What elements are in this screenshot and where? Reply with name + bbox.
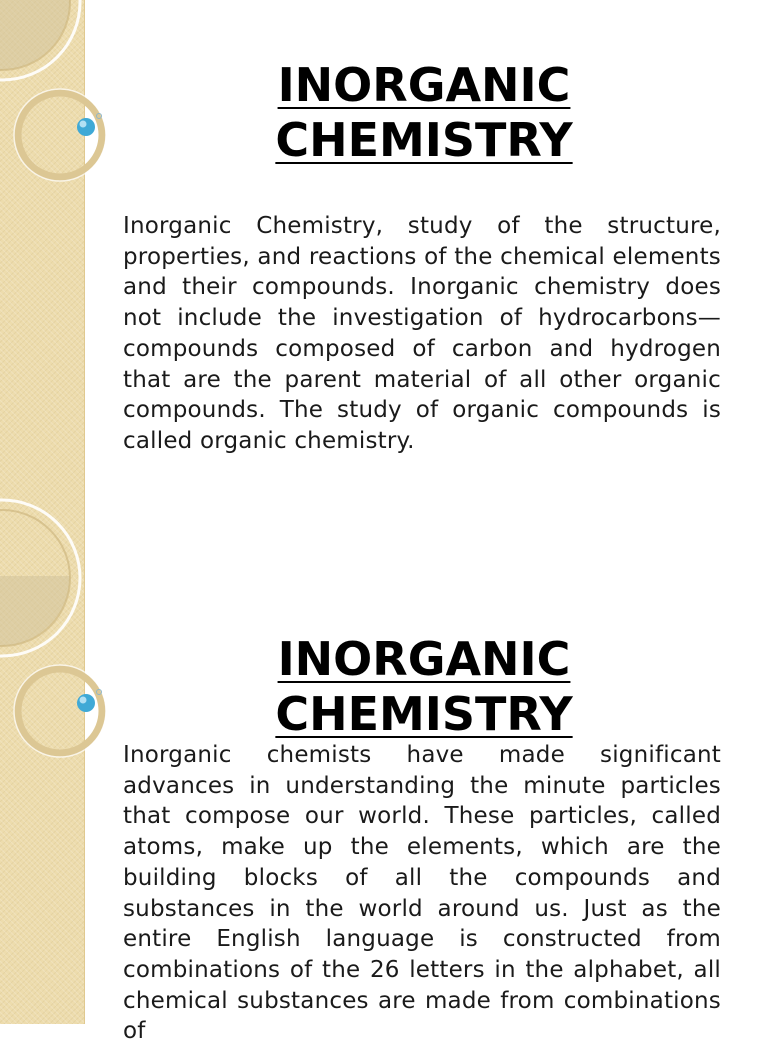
decorative-rings-graphic xyxy=(0,0,120,200)
slide-title: INORGANIC CHEMISTRY xyxy=(275,58,573,167)
slide-body-paragraph: Inorganic chemists have made significant advances in understanding the minute particles that compose our world. These particles, called atoms, make up the elements, which are the building blocks of all the compounds and substances in the world around us. Just as the entire English language is constructed from combinations of the 26 letters in the alphabet, all chemical substances are made from combinations of xyxy=(123,742,721,1045)
blue-bead-icon xyxy=(77,118,95,136)
blue-bead-icon xyxy=(77,694,95,712)
slide-2 xyxy=(0,576,768,1045)
decorative-rings-graphic xyxy=(0,576,120,776)
slide-title: INORGANIC CHEMISTRY xyxy=(275,632,573,741)
slide-body-paragraph: Inorganic Chemistry, study of the structure, properties, and reactions of the chemical elements and their compounds. Inorganic chemistry does not include the investigation of hydrocarbons—compounds composed of carbon and hydrogen that are the parent material of all other organic compounds. The study of organic compounds is called organic chemistry. xyxy=(123,213,721,454)
